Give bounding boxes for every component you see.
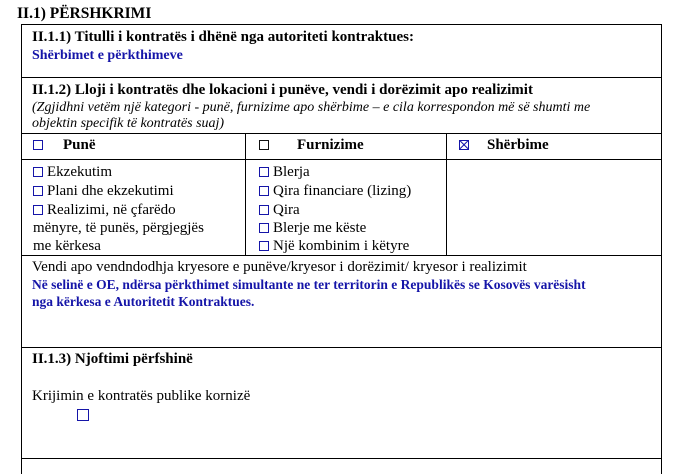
category-supplies[interactable]: Furnizime <box>259 136 364 154</box>
type-heading: II.1.2) Lloji i kontratës dhe lokacioni i punëve, vendi i dorëzimit apo realizimit <box>32 82 533 98</box>
checkbox-icon[interactable] <box>259 205 269 215</box>
location-value: Në selinë e OE, ndërsa përkthimet simultante ne ter territorin e Republikës se Kosovës varësisht <box>32 277 586 292</box>
contract-title-value: Shërbimet e përkthimeve <box>32 48 183 63</box>
type-note: objektin specifik të kontratës suaj) <box>32 116 225 131</box>
category-works[interactable]: Punë <box>33 136 96 154</box>
column-divider <box>446 133 447 255</box>
option-works[interactable]: Ekzekutim <box>33 163 112 181</box>
checkbox-icon[interactable] <box>33 167 43 177</box>
divider <box>21 159 662 160</box>
notice-heading: II.1.3) Njoftimi përfshinë <box>32 351 193 367</box>
column-divider <box>245 133 246 255</box>
option-works[interactable]: Plani dhe ekzekutimi <box>33 182 174 200</box>
location-label: Vendi apo vendndodhja kryesore e punëve/kryesor i dorëzimit/ kryesor i realizimit <box>32 259 527 275</box>
divider <box>21 133 662 134</box>
title-heading: II.1.1) Titulli i kontratës i dhënë nga autoriteti kontraktues: <box>32 29 414 45</box>
option-supplies[interactable]: Blerja <box>259 163 310 181</box>
section-title: II.1) PËRSHKRIMI <box>17 5 152 22</box>
option-supplies[interactable]: Blerje me këste <box>259 219 366 237</box>
divider <box>21 77 662 78</box>
divider <box>21 255 662 256</box>
checkbox-icon[interactable] <box>259 186 269 196</box>
option-works-continued: me kërkesa <box>33 238 101 254</box>
option-supplies[interactable]: Një kombinim i këtyre <box>259 237 409 255</box>
option-supplies[interactable]: Qira <box>259 201 300 219</box>
checkbox-services-checked-icon[interactable] <box>459 140 469 150</box>
location-value: nga kërkesa e Autoritetit Kontraktues. <box>32 294 255 309</box>
checkbox-icon[interactable] <box>259 223 269 233</box>
checkbox-icon[interactable] <box>33 186 43 196</box>
divider <box>21 347 662 348</box>
checkbox-icon[interactable] <box>259 241 269 251</box>
checkbox-icon[interactable] <box>259 167 269 177</box>
checkbox-works-icon[interactable] <box>33 140 43 150</box>
checkbox-supplies-icon[interactable] <box>259 140 269 150</box>
option-works-continued: mënyre, të punës, përgjegjës <box>33 220 204 236</box>
divider <box>21 458 662 459</box>
checkbox-icon[interactable] <box>33 205 43 215</box>
option-works[interactable]: Realizimi, në çfarëdo <box>33 201 176 219</box>
type-note: (Zgjidhni vetëm një kategori - punë, furnizime apo shërbime – e cila korrespondon më së shumti me <box>32 100 591 115</box>
option-supplies[interactable]: Qira financiare (lizing) <box>259 182 411 200</box>
category-services[interactable]: Shërbime <box>459 136 549 154</box>
framework-label: Krijimin e kontratës publike kornizë <box>32 388 251 404</box>
checkbox-framework-icon[interactable] <box>77 409 89 421</box>
